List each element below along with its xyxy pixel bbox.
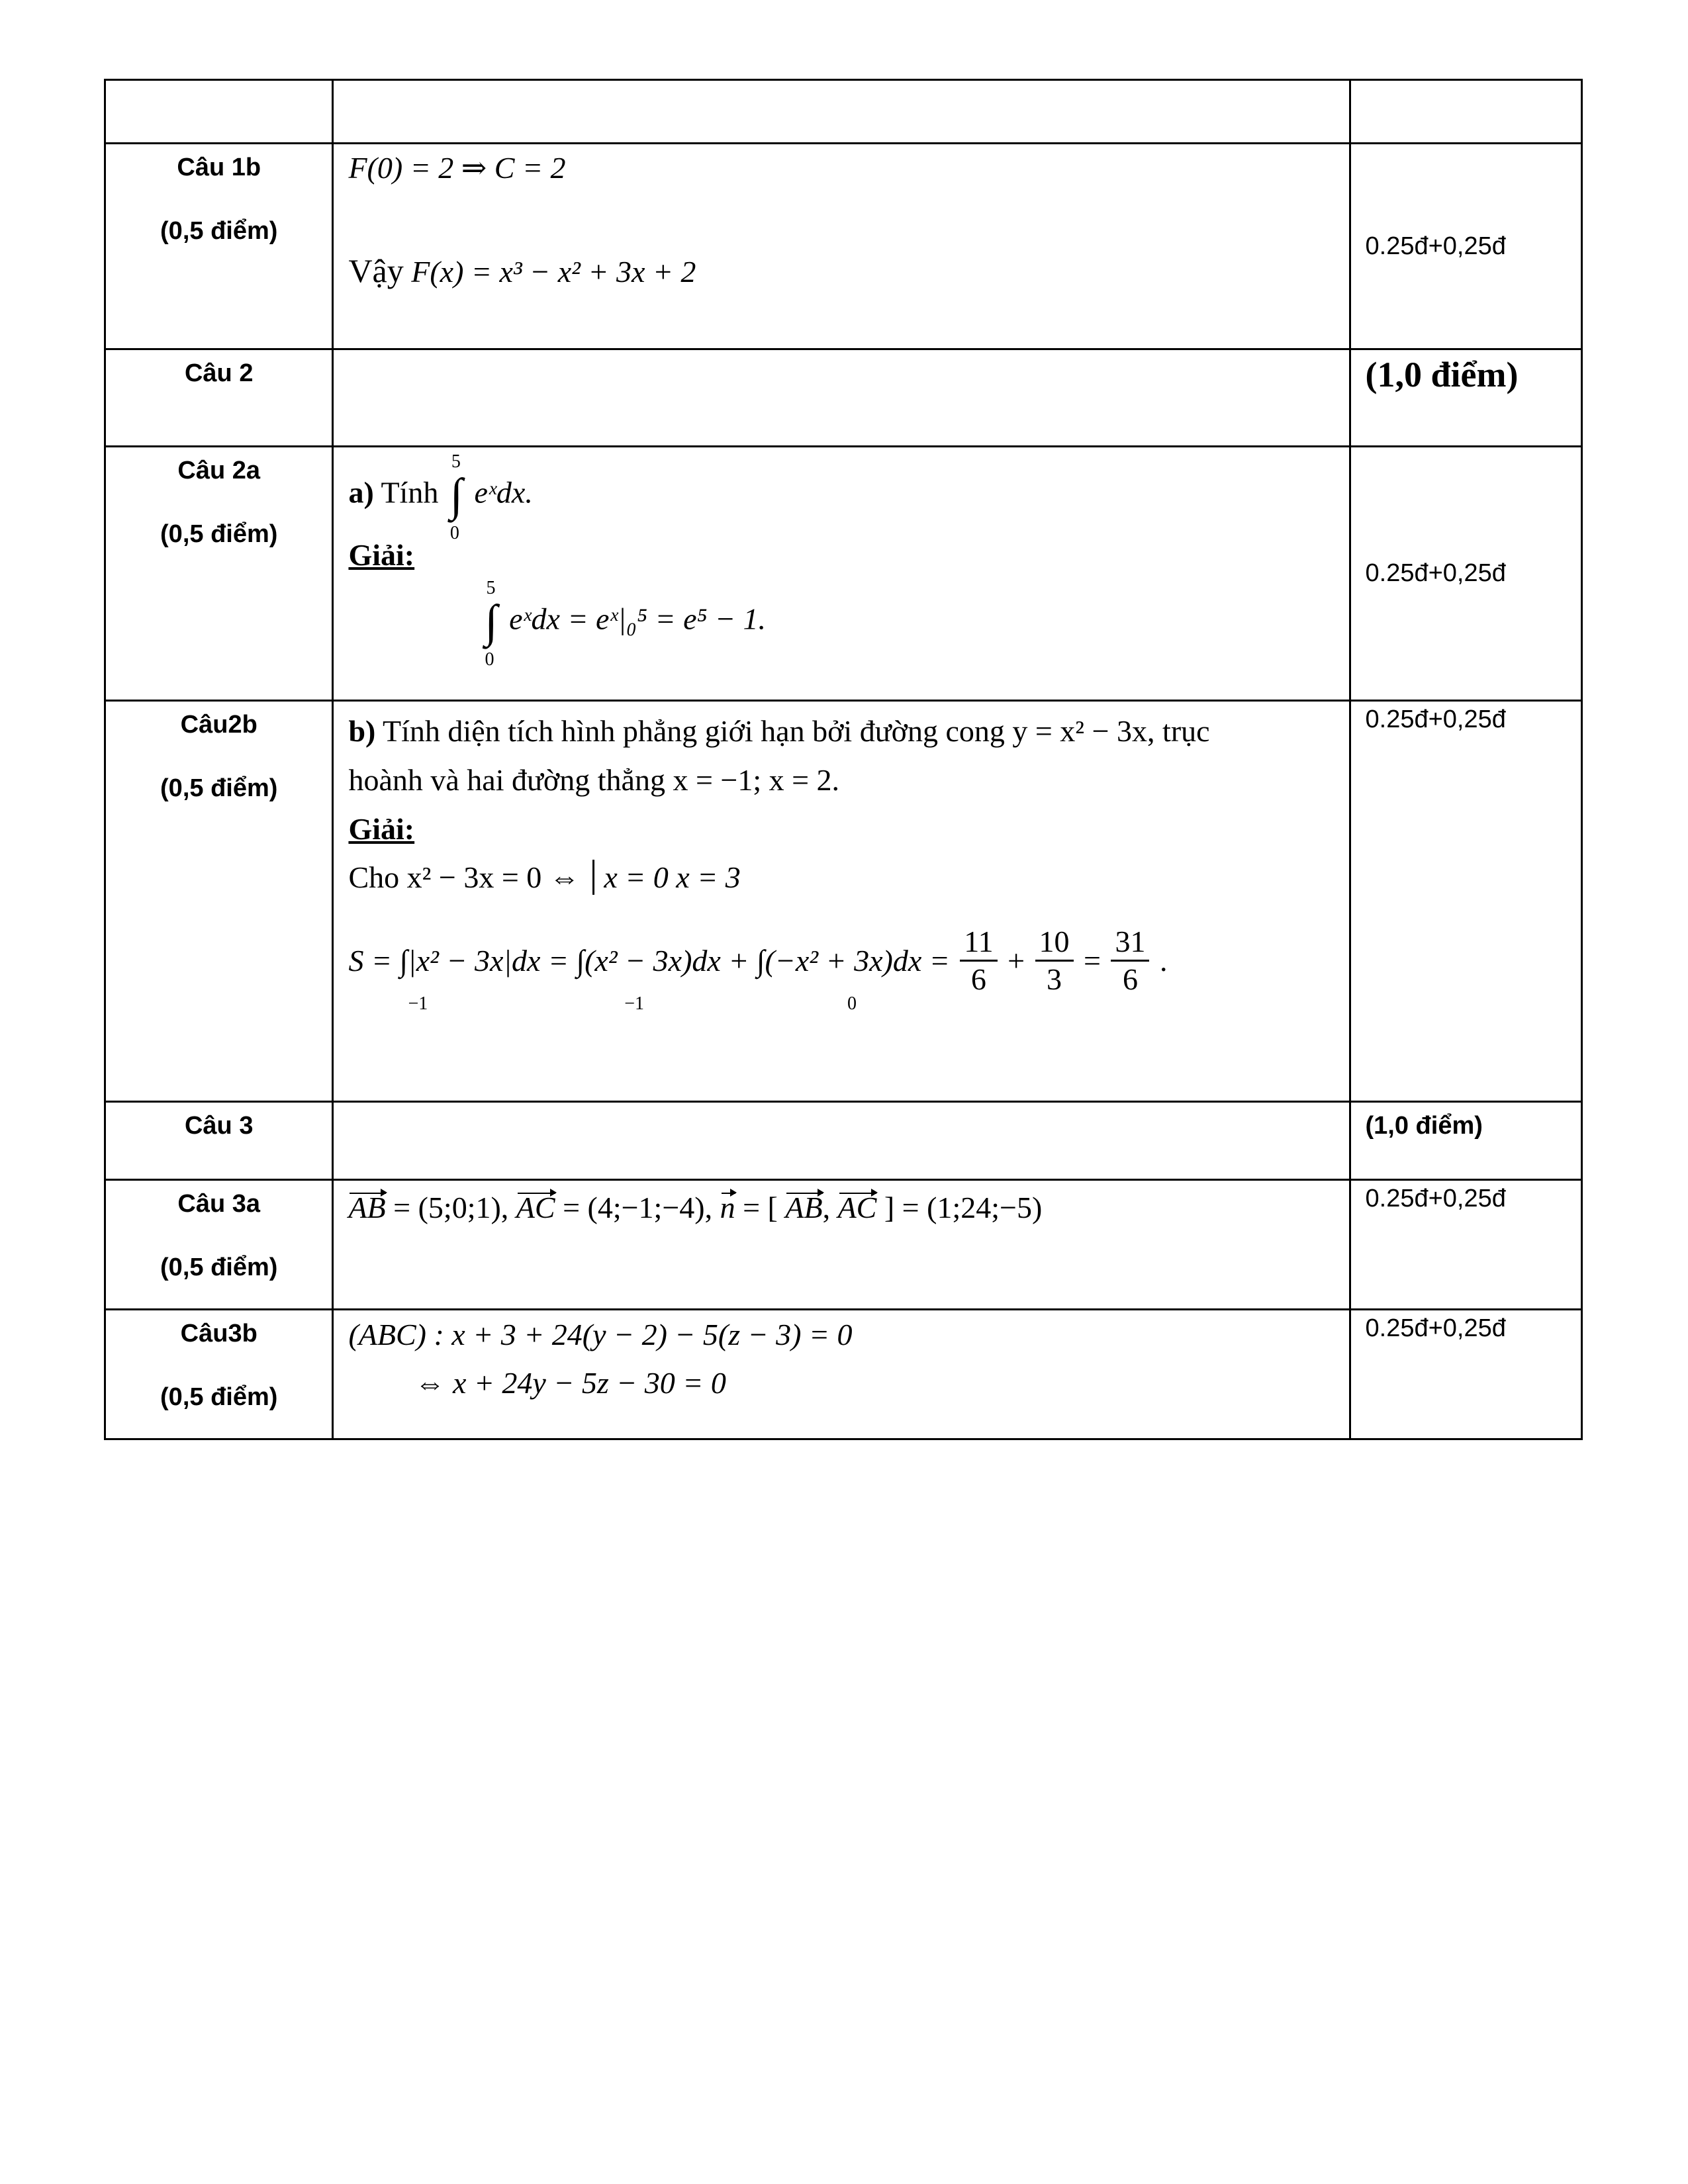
content-cell [333, 1180, 1350, 1310]
integral-lower: 0 [485, 649, 494, 670]
fraction-numerator: 10 [1035, 924, 1074, 962]
points-value: 0.25đ+0,25đ [1365, 232, 1506, 260]
label-cell [105, 1310, 333, 1439]
table-row [105, 447, 1582, 701]
fraction-denominator: 3 [1047, 962, 1062, 996]
table-row [105, 80, 1582, 144]
question-label: Câu 2 [184, 359, 254, 387]
solution-label: Giải: [348, 538, 415, 572]
fraction [960, 924, 997, 997]
root: x = 3 [676, 860, 741, 894]
points-cell [1350, 349, 1581, 447]
points-cell [1350, 1180, 1581, 1310]
roots-line [348, 856, 1335, 895]
table-row [105, 701, 1582, 1102]
vector-ac: AC [516, 1191, 555, 1224]
content-cell [333, 80, 1350, 144]
integral-bounds [348, 993, 1335, 1015]
area-expression: S = ∫|x² − 3x|dx = ∫(x² − 3x)dx + ∫(−x² + 3x)dx = [348, 943, 950, 978]
question-label: Câu 3 [184, 1112, 254, 1140]
integral-upper: 5 [486, 578, 496, 598]
bound-lower: 0 [847, 993, 857, 1014]
math-line: F(0) = 2 ⇒ C = 2 [348, 151, 566, 185]
answer-table [104, 79, 1583, 1440]
points-cell [1350, 80, 1581, 144]
math-line [348, 251, 1335, 290]
root: x = 0 [604, 860, 669, 894]
vector-ac: AC [837, 1191, 877, 1224]
points-value: 0.25đ+0,25đ [1365, 1314, 1506, 1342]
equation-text: Cho x² − 3x = 0 ⇔ [348, 860, 580, 894]
fraction-denominator: 6 [970, 962, 986, 996]
table-row [105, 1102, 1582, 1180]
table-row [105, 144, 1582, 349]
content-cell [333, 349, 1350, 447]
integral-lower: 0 [449, 523, 459, 543]
equals-sign: = [1084, 943, 1101, 978]
question-score: (0,5 điểm) [160, 1383, 278, 1411]
area-line [348, 924, 1335, 997]
question-label: Câu3b [180, 1320, 258, 1347]
fraction-numerator: 11 [960, 924, 997, 962]
question-score: (0,5 điểm) [160, 217, 278, 245]
points-value: 0.25đ+0,25đ [1365, 559, 1506, 587]
points-value: 0.25đ+0,25đ [1365, 705, 1506, 733]
content-cell [333, 447, 1350, 701]
label-cell [105, 80, 333, 144]
text-prefix: Vậy [348, 252, 404, 289]
label-cell [105, 701, 333, 1102]
points-cell [1350, 1102, 1581, 1180]
vector-ab: AB [785, 1191, 823, 1224]
question-label: Câu 2a [177, 457, 261, 484]
content-cell [333, 1102, 1350, 1180]
plus-sign: + [1008, 943, 1025, 978]
points-cell [1350, 144, 1581, 349]
vector-line: AB = (5;0;1), AC = (4;−1;−4), n = [ AB, AC ] = (1;24;−5) [348, 1191, 1043, 1224]
task-line: hoành và hai đường thẳng x = −1; x = 2. [348, 763, 840, 797]
part-label: a) [348, 475, 374, 510]
task-text: Tính diện tích hình phẳng giới hạn bởi đường cong y = x² − 3x, trục [383, 714, 1210, 748]
fraction-numerator: 31 [1111, 924, 1149, 962]
points-value: (1,0 điểm) [1365, 355, 1519, 394]
math-line: ⇔ x + 24y − 5z − 30 = 0 [414, 1366, 726, 1400]
content-cell [333, 701, 1350, 1102]
fraction [1111, 924, 1149, 997]
vector-ab: AB [348, 1191, 386, 1224]
label-cell [105, 447, 333, 701]
points-cell [1350, 447, 1581, 701]
question-label: Câu 3a [177, 1190, 261, 1218]
vector-value: ] = (1;24;−5) [884, 1191, 1043, 1224]
label-cell [105, 1102, 333, 1180]
math-line: (ABC) : x + 3 + 24(y − 2) − 5(z − 3) = 0 [348, 1318, 853, 1351]
part-label: b) [348, 714, 376, 748]
result-line [348, 578, 1335, 670]
question-score: (0,5 điểm) [160, 520, 278, 548]
task-line [348, 707, 1335, 756]
vector-n: n [720, 1191, 735, 1224]
vector-value: = (5;0;1), [393, 1191, 509, 1224]
math-expression: F(x) = x³ − x² + 3x + 2 [411, 255, 696, 289]
points-cell [1350, 701, 1581, 1102]
solution-label: Giải: [348, 812, 415, 846]
label-cell [105, 144, 333, 349]
content-cell [333, 144, 1350, 349]
integral-sign: ∫ 5 0 [485, 578, 498, 670]
label-cell [105, 1180, 333, 1310]
label-cell [105, 349, 333, 447]
question-label: Câu2b [180, 711, 258, 739]
bound-lower: −1 [408, 993, 428, 1014]
table-row [105, 349, 1582, 447]
fraction-denominator: 6 [1122, 962, 1138, 996]
points-value: (1,0 điểm) [1365, 1112, 1483, 1140]
integral-upper: 5 [451, 451, 461, 472]
integral-sign: ∫ 5 0 [449, 451, 463, 543]
task-text: Tính [381, 475, 439, 510]
points-cell [1350, 1310, 1581, 1439]
fraction [1035, 924, 1074, 997]
vector-value: = [ [743, 1191, 778, 1224]
result-expression: eˣdx = eˣ|₀⁵ = e⁵ − 1. [509, 602, 767, 636]
integrand: eˣdx. [474, 475, 533, 510]
vector-value: = (4;−1;−4), [563, 1191, 713, 1224]
roots-system [592, 860, 740, 895]
points-value: 0.25đ+0,25đ [1365, 1185, 1506, 1212]
question-score: (0,5 điểm) [160, 1253, 278, 1281]
period: . [1159, 943, 1168, 978]
content-cell [333, 1310, 1350, 1439]
table-row [105, 1310, 1582, 1439]
task-line [348, 451, 1335, 543]
question-label: Câu 1b [177, 154, 261, 181]
question-score: (0,5 điểm) [160, 774, 278, 802]
bound-lower: −1 [624, 993, 645, 1014]
table-row [105, 1180, 1582, 1310]
